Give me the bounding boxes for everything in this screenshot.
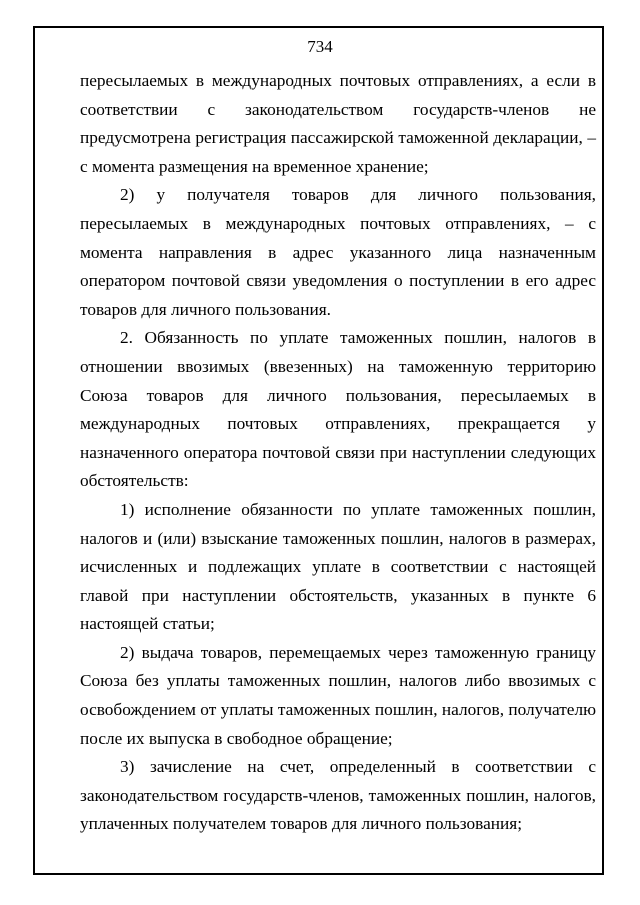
paragraph-item-2: 2) у получателя товаров для личного пользования, пересылаемых в международных почтовых отправлениях, – с момента направления в адрес указанного лица назначенным оператором почтовой связи уведомления о поступлении в его адрес товаров для личного пользования. <box>80 185 596 319</box>
paragraph-subitem-3: 3) зачисление на счет, определенный в соответствии с законодательством государств-членов, таможенных пошлин, налогов, уплаченных получателем товаров для личного пользования; <box>80 757 596 834</box>
paragraph-clause-2: 2. Обязанность по уплате таможенных пошлин, налогов в отношении ввозимых (ввезенных) на таможенную территорию Союза товаров для личного пользования, пересылаемых в международных почтовых отправлениях, прекращается у назначенного оператора почтовой связи при наступлении следующих обстоятельств: <box>80 328 596 491</box>
paragraph-subitem-1: 1) исполнение обязанности по уплате таможенных пошлин, налогов и (или) взыскание таможенных пошлин, налогов в размерах, исчисленных и подлежащих уплате в соответствии с настоящей главой при наступлении обстоятельств, указанных в пункте 6 настоящей статьи; <box>80 499 596 634</box>
page-number: 734 <box>307 37 333 56</box>
document-body <box>80 67 596 839</box>
paragraph-continuation: пересылаемых в международных почтовых отправлениях, а если в соответствии с законодательством государств-членов не предусмотрена регистрация пассажирской таможенной декларации, – с момента размещения на временное хранение; <box>80 71 596 176</box>
paragraph-subitem-2: 2) выдача товаров, перемещаемых через таможенную границу Союза без уплаты таможенных пошлин, налогов либо ввозимых с освобождением от уплаты таможенных пошлин, налогов, получателю после их выпуска в свободное обращение; <box>80 642 596 748</box>
